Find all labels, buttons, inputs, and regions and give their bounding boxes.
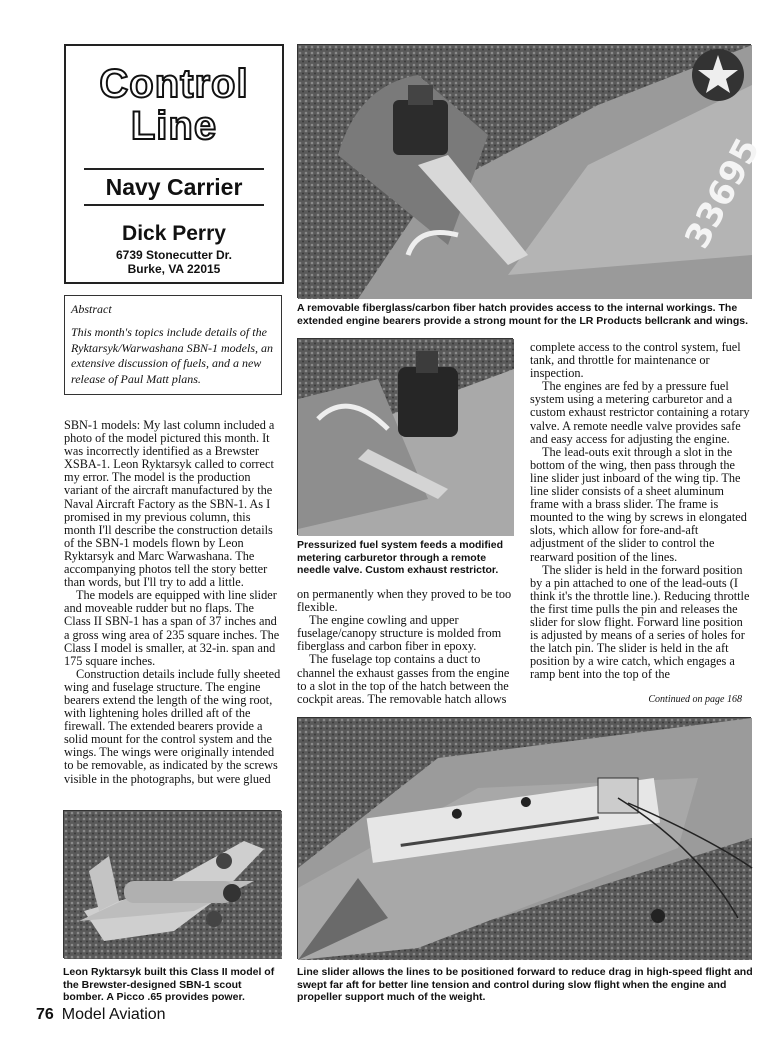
photo-hatch [297, 44, 769, 298]
paragraph: The engine cowling and upper fuselage/canopy structure is molded from fiberglass and carbon fiber in epoxy. [297, 613, 502, 654]
paragraph: The fuselage top contains a duct to channel the exhaust gasses from the engine to a slot in the top of the hatch between the cockpit areas. The removable hatch allows [297, 652, 510, 706]
paragraph: The models are equipped with line slider and moveable rudder but no flaps. The Class II SBN-1 has a span of 37 inches and a gross wing area of 235 square inches. The Class I model is smaller, at 32-in. span and 175 square inches. [64, 588, 280, 668]
column-title-line2: Line [130, 104, 218, 148]
photo-hatch-image [298, 45, 769, 299]
caption-hatch: A removable fiberglass/carbon fiber hatch provides access to the internal workings. The extended engine bearers provide a strong mount for the LR Products bellcrank and wings. [297, 302, 748, 327]
article-column-3 [530, 341, 752, 681]
caption-line-slider: Line slider allows the lines to be positioned forward to reduce drag in high-speed flight and swept far aft for better line tension and control during slow flight when the engine and propeller support much of the weight. [297, 966, 753, 1003]
article-column-1 [64, 419, 282, 786]
caption-sbn1-model: Leon Ryktarsyk built this Class II model of the Brewster-designed SBN-1 scout bomber. A Picco .65 provides power. [63, 966, 275, 1003]
divider [84, 168, 264, 170]
aircraft-number: 33695 [677, 131, 769, 256]
paragraph: Construction details include fully sheeted wing and fuselage structure. The engine bearers extend the length of the wing root, with lightening holes drilled aft of the firewall. The extended bearers provide a solid mount for the control system and the wings. The wings were originally intended to be removable, as indicated by the screws visible in the photographs, but were glued [64, 666, 281, 786]
paragraph: The slider is held in the forward position by a pin attached to one of the lead-outs (I think it's the throttle line.). Reducing throttle the first time pulls the pin and releases the slider for slow flight. Forward line position is adjusted by means of a series of holes for the latch pin. The slider is held in the aft position by a wire catch, which engages a ramp bent into the top of the [530, 562, 750, 682]
page-number: 76 [36, 1006, 54, 1023]
abstract-text: This month's topics include details of the Ryktarsyk/Warwashana SBN-1 models, an extensive discussion of fuels, and a new release of Paul Matt plans. [71, 325, 273, 386]
article-column-2 [297, 588, 513, 706]
photo-fuel-system-image [298, 339, 514, 536]
magazine-name: Model Aviation [61, 1006, 166, 1023]
paragraph: on permanently when they proved to be too flexible. [297, 587, 512, 615]
photo-line-slider-image [298, 718, 752, 960]
abstract-box [64, 295, 282, 395]
photo-line-slider [297, 717, 751, 959]
author-address-line2: Burke, VA 22015 [127, 262, 221, 276]
abstract-heading: Abstract [71, 302, 112, 316]
photo-sbn1-model [63, 810, 281, 958]
photo-fuel-system [297, 338, 513, 535]
column-header-box [64, 44, 284, 284]
divider [84, 204, 264, 206]
paragraph: complete access to the control system, fuel tank, and throttle for maintenance or inspection. [530, 340, 741, 381]
continued-note: Continued on page 168 [648, 694, 742, 705]
author-address-line1: 6739 Stonecutter Dr. [115, 248, 233, 262]
caption-fuel-system: Pressurized fuel system feeds a modified metering carburetor through a remote needle valve. Custom exhaust restrictor. [297, 539, 503, 576]
department-name: Navy Carrier [105, 174, 243, 200]
paragraph: The lead-outs exit through a slot in the bottom of the wing, then pass through the line slider just inboard of the wing tip. The line slider consists of a sheet aluminum frame with a brass slider. The frame is mounted to the wing by screws in elongated slots, which allow for fore-and-aft adjustment of the slider to control the rearward position of the lines. [530, 444, 747, 564]
page-footer [36, 1006, 166, 1024]
column-title-line1: Control [99, 62, 249, 106]
paragraph: SBN-1 models: My last column included a photo of the model pictured this month. It was incorrectly identified as a Brewster XSBA-1. Leon Ryktarsyk called to correct my error. The model is the production variant of the aircraft manufactured by the Naval Aircraft Factory as the SBN-1. As I promised in my previous column, this month I'll describe the construction details of the SBN-1 models flown by Leon Ryktarsyk and Marc Warwashana. The accompanying photos tell the story better than words, but I'll try to add a little. [64, 418, 275, 590]
paragraph: The engines are fed by a pressure fuel system using a metering carburetor and a custom exhaust restrictor containing a rotary valve. A remote needle valve provides safe and easy access for adjusting the engine. [530, 379, 750, 446]
author-name: Dick Perry [122, 222, 226, 245]
photo-sbn1-model-image [64, 811, 282, 959]
